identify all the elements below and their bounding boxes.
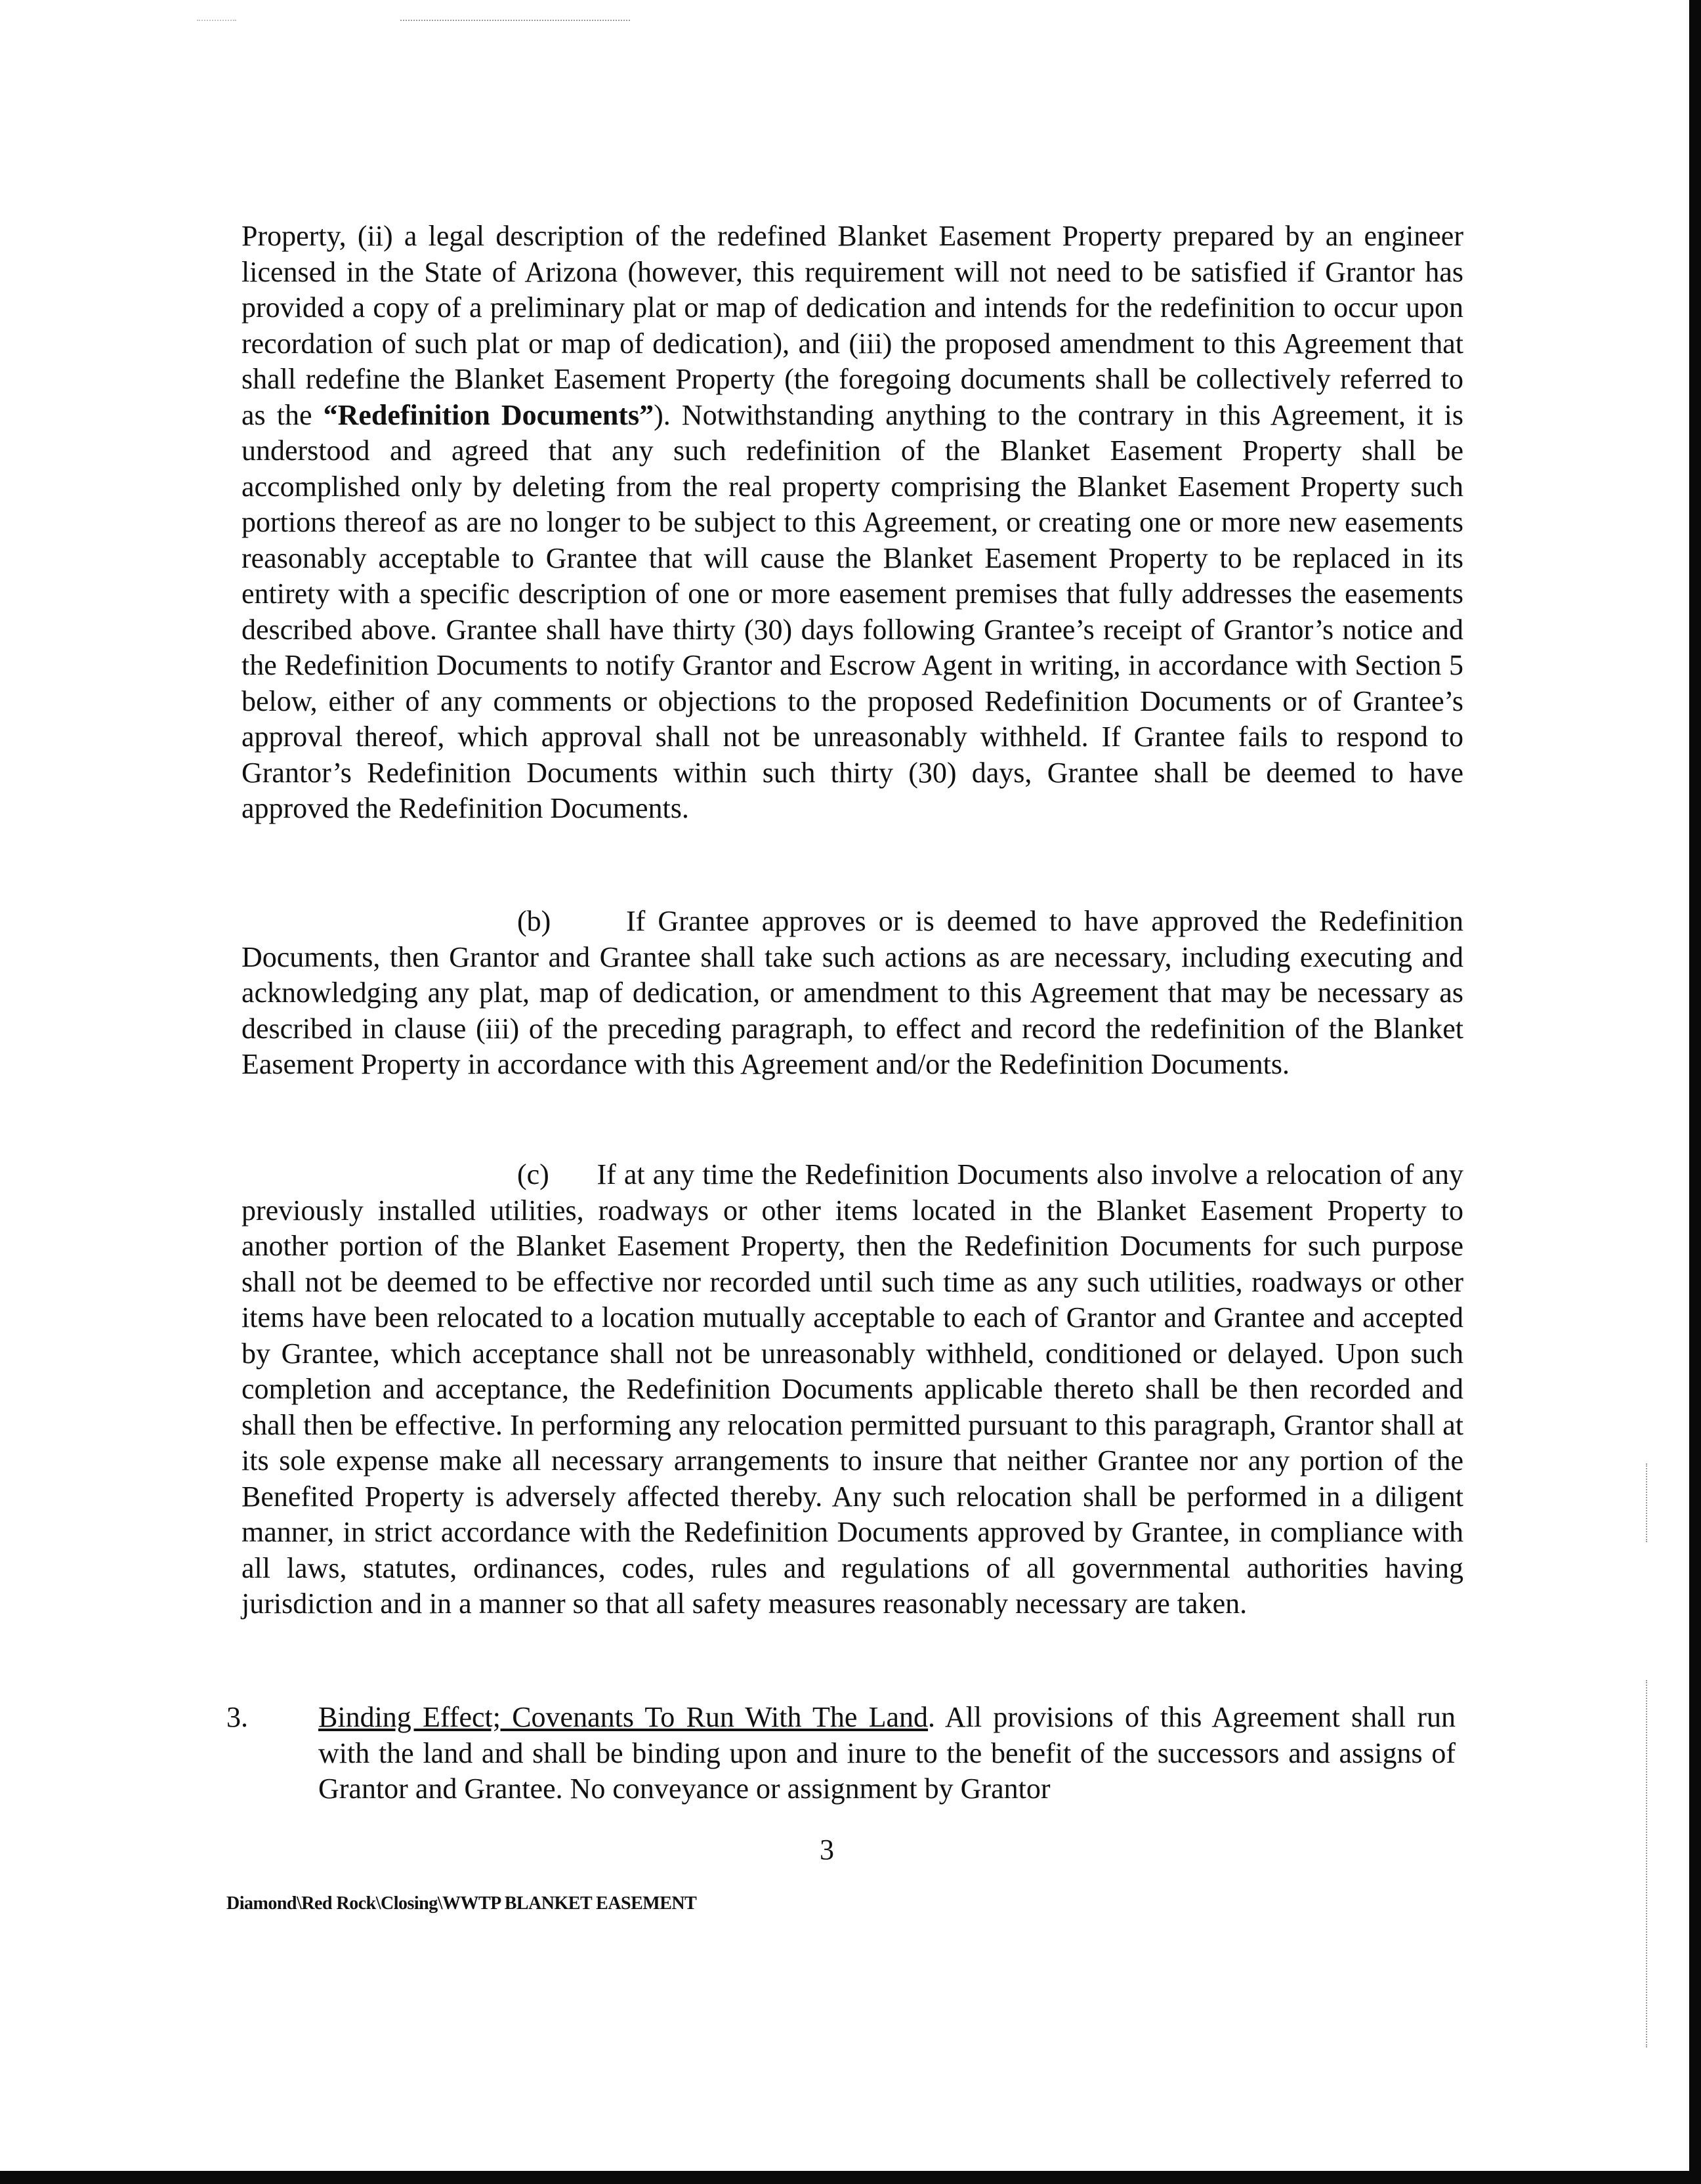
paragraph-label: (c) [517, 1158, 549, 1190]
page-number: 3 [820, 1834, 834, 1866]
section-3-binding-effect [318, 1700, 1456, 1807]
paragraph-text: ). Notwithstanding anything to the contrary in this Agreement, it is understood and agreed that any such redefinition of the Blanket Easement Property shall be accomplished only by deleting from the real property comprising the Blanket Easement Property such portions thereof as are no longer to be subject to this Agreement, or creating one or more new easements reasonably acceptable to Grantee that will cause the Blanket Easement Property to be replaced in its entirety with a specific description of one or more easement premises that fully addresses the easements described above. Grantee shall have thirty (30) days following Grantee’s receipt of Grantor’s notice and the Redefinition Documents to notify Grantor and Escrow Agent in writing, in accordance with Section 5 below, either of any comments or objections to the proposed Redefinition Documents or of Grantee’s approval thereof, which approval shall not be unreasonably withheld. If Grantee fails to respond to Grantor’s Redefinition Documents within such thirty (30) days, Grantee shall be deemed to have approved the Redefinition Documents. [242, 398, 1464, 824]
scan-artifact [1646, 1680, 1647, 2048]
scan-border-bottom [0, 2171, 1701, 2184]
footer-file-path: Diamond\Red Rock\Closing\WWTP BLANKET EASEMENT [226, 1893, 697, 1914]
paragraph-text: Property, (ii) a legal description of the redefined Blanket Easement Property prepared by an engineer licensed in the State of Arizona (however, this requirement will not need to be satisfied if Grantor has provided a copy of a preliminary plat or map of dedication and intends for the redefinition to occur upon recordation of such plat or map of dedication), and (iii) the proposed amendment to this Agreement that shall redefine the Blanket Easement Property (the foregoing documents shall be collectively referred to as the [242, 220, 1463, 431]
paragraph-redefinition-documents [242, 219, 1463, 827]
paragraph-text: If Grantee approves or is deemed to have approved the Redefinition Documents, then Grantor and Grantee shall take such actions as are necessary, including executing and acknowledging any plat, map of dedication, or amendment to this Agreement that may be necessary as described in clause (iii) of the preceding paragraph, to effect and record the redefinition of the Blanket Easement Property in accordance with this Agreement and/or the Redefinition Documents. [242, 905, 1463, 1080]
defined-term: “Redefinition Documents” [323, 398, 654, 431]
section-heading: Binding Effect; Covenants To Run With The Land [318, 1701, 929, 1733]
paragraph-c [242, 1157, 1463, 1622]
scan-border-right [1689, 0, 1701, 2184]
section-number: 3. [226, 1701, 248, 1733]
scan-artifact [197, 20, 236, 21]
paragraph-b [242, 904, 1463, 1083]
paragraph-text: If at any time the Redefinition Documents also involve a relocation of any previously installed utilities, roadways or other items located in the Blanket Easement Property to another portion of the Blanket Easement Property, then the Redefinition Documents for such purpose shall not be deemed to be effective nor recorded until such time as any such utilities, roadways or other items have been relocated to a location mutually acceptable to each of Grantor and Grantee and accepted by Grantee, which acceptance shall not be unreasonably withheld, conditioned or delayed. Upon such completion and acceptance, the Redefinition Documents applicable thereto shall be then recorded and shall then be effective. In performing any relocation permitted pursuant to this paragraph, Grantor shall at its sole expense make all necessary arrangements to insure that neither Grantee nor any portion of the Benefited Property is adversely affected thereby. Any such relocation shall be performed in a diligent manner, in strict accordance with the Redefinition Documents approved by Grantee, in compliance with all laws, statutes, ordinances, codes, rules and regulations of all governmental authorities having jurisdiction and in a manner so that all safety measures reasonably necessary are taken. [242, 1158, 1464, 1620]
paragraph-label: (b) [517, 905, 551, 937]
section-text: . All provisions of this Agreement shall run with the land and shall be binding upon and inure to the benefit of the successors and assigns of Grantor and Grantee. No conveyance or assignment by Grantor [318, 1701, 1456, 1805]
scan-artifact [1646, 1463, 1647, 1542]
scan-artifact [400, 20, 630, 21]
